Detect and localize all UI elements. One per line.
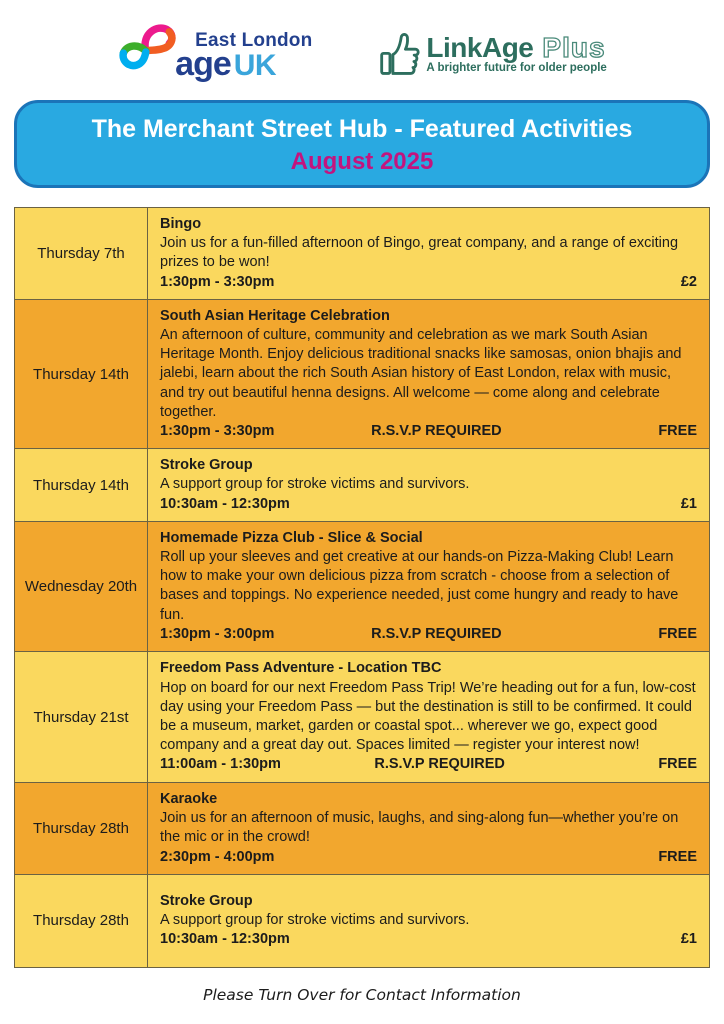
activity-date: Thursday 21st [15, 652, 148, 782]
ageuk-brand-label: age [175, 44, 231, 83]
linkage-plus-label: Plus [542, 32, 606, 63]
activity-time: 10:30am - 12:30pm [160, 495, 290, 512]
activity-time: 1:30pm - 3:30pm [160, 423, 275, 440]
table-row [15, 875, 709, 967]
activity-description: A support group for stroke victims and survivors. [160, 912, 470, 929]
activity-price: FREE [658, 423, 697, 440]
table-row [15, 300, 709, 449]
activity-rsvp: R.S.V.P REQUIRED [371, 625, 502, 642]
table-row [15, 449, 709, 522]
activity-details [148, 208, 709, 299]
activity-price: FREE [658, 625, 697, 642]
activity-date: Thursday 7th [15, 208, 148, 299]
activity-details [148, 522, 709, 651]
activity-title: Bingo [160, 216, 202, 232]
linkage-tagline: A brighter future for older people [426, 62, 607, 74]
activity-rsvp: R.S.V.P REQUIRED [374, 756, 505, 773]
activity-time: 1:30pm - 3:00pm [160, 625, 275, 642]
activity-details [148, 300, 709, 448]
title-banner [14, 100, 710, 188]
activity-price: £2 [680, 273, 697, 290]
activity-time: 11:00am - 1:30pm [160, 756, 281, 773]
linkage-plus-logo [378, 25, 606, 82]
activity-title: South Asian Heritage Celebration [160, 307, 390, 324]
activity-price: FREE [658, 756, 697, 773]
table-row [15, 783, 709, 875]
linkage-logo-text [426, 32, 606, 74]
activity-description: A support group for stroke victims and survivors. [160, 476, 470, 493]
linkage-brand-label: LinkAge [426, 32, 534, 63]
activities-table [14, 207, 710, 968]
activity-price: £1 [680, 931, 697, 948]
activity-title: Homemade Pizza Club - Slice & Social [160, 529, 423, 546]
ageuk-east-london-logo [117, 22, 312, 85]
page-title: The Merchant Street Hub - Featured Activities [91, 115, 633, 143]
activity-details [148, 449, 709, 521]
activity-date: Wednesday 20th [15, 522, 148, 651]
turn-over-note: Please Turn Over for Contact Information [203, 986, 521, 1004]
activity-time: 1:30pm - 3:30pm [160, 273, 275, 290]
activity-time: 2:30pm - 4:00pm [160, 848, 275, 865]
activity-rsvp: R.S.V.P REQUIRED [371, 423, 502, 440]
activity-description: An afternoon of culture, community and celebration as we mark South Asian Heritage Month. Enjoy delicious traditional snacks like samosas, onion bhajis and jalebi, learn about the rich South Asian history of East London, relax with music, and try out beautiful henna designs. All welcome — come along and celebrate together. [160, 327, 682, 420]
activity-description: Join us for a fun-filled afternoon of Bingo, great company, and a range of exciting prizes to be won! [160, 235, 679, 271]
activity-title: Stroke Group [160, 457, 253, 474]
activity-date: Thursday 14th [15, 300, 148, 448]
activity-title: Karaoke [160, 791, 218, 808]
page-subtitle: August 2025 [290, 148, 434, 175]
activity-price: £1 [680, 495, 697, 512]
activity-description: Roll up your sleeves and get creative at our hands-on Pizza-Making Club! Learn how to make your own delicious pizza from scratch - choose from a selection of bases and toppings. No experience needed, just come hungry and ready to have fun. [160, 549, 679, 623]
activity-details [148, 652, 709, 782]
activity-price: FREE [658, 848, 697, 865]
header-logo-strip [0, 0, 724, 90]
thumbs-up-icon [378, 25, 422, 82]
activity-details [148, 875, 709, 967]
table-row [15, 652, 709, 783]
table-row [15, 208, 709, 300]
activity-title: Stroke Group [160, 893, 253, 910]
ageuk-uk-label: UK [233, 48, 277, 82]
table-row [15, 522, 709, 652]
activity-date: Thursday 14th [15, 449, 148, 521]
ageuk-logo-text [169, 30, 312, 84]
activity-date: Thursday 28th [15, 783, 148, 874]
activity-details [148, 783, 709, 874]
activity-description: Join us for an afternoon of music, laughs, and sing-along fun—whether you’re on the mic or in the crowd! [160, 810, 679, 846]
activity-time: 10:30am - 12:30pm [160, 931, 290, 948]
activity-description: Hop on board for our next Freedom Pass Trip! We’re heading out for a fun, low-cost day using your Freedom Pass — but the destination is still to be confirmed. It could be a museum, market, garden or coastal spot... wherever we go, expect good company and a great day out. Spaces limited — register your interest now! [160, 679, 696, 754]
activity-title: Freedom Pass Adventure - Location TBC [160, 660, 442, 677]
ageuk-region-label: East London [195, 29, 313, 51]
activity-date: Thursday 28th [15, 875, 148, 967]
